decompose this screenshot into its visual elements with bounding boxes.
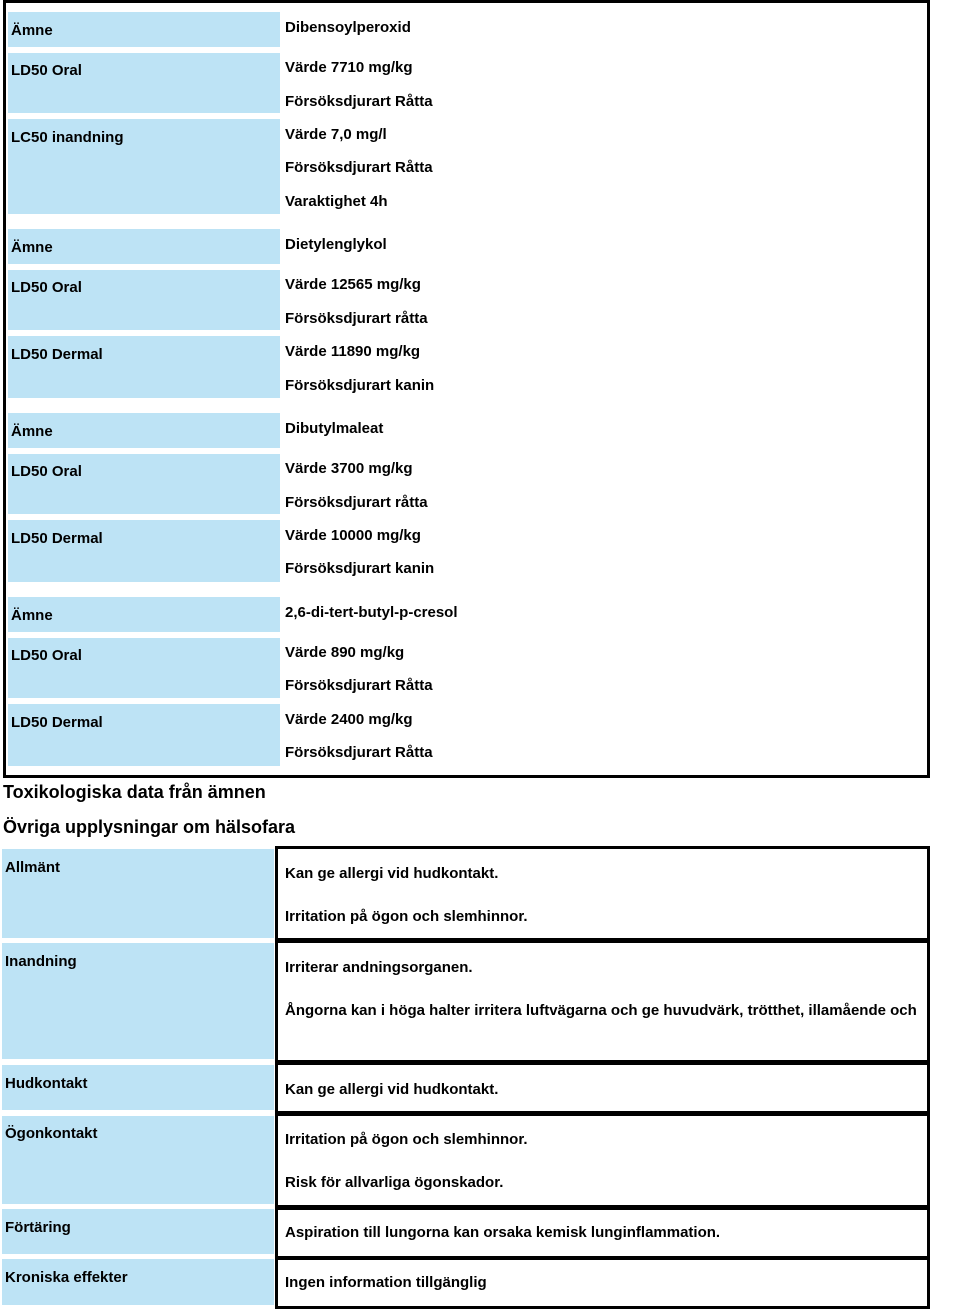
- row-value: Värde 3700 mg/kg: [285, 460, 413, 477]
- health-value-cell: [275, 846, 930, 941]
- health-value: Irritation på ögon och slemhinnor.: [285, 1131, 528, 1148]
- amne-label: Ämne: [11, 22, 53, 39]
- health-label: Ögonkontakt: [5, 1125, 98, 1142]
- health-value: Irritation på ögon och slemhinnor.: [285, 908, 528, 925]
- row-value: Försöksdjurart råtta: [285, 310, 428, 327]
- amne-value: Dibensoylperoxid: [285, 19, 411, 36]
- row-value: Försöksdjurart Råtta: [285, 744, 433, 761]
- health-value: Kan ge allergi vid hudkontakt.: [285, 865, 499, 882]
- amne-label: Ämne: [11, 423, 53, 440]
- row-value: Värde 11890 mg/kg: [285, 343, 421, 360]
- health-value: Ingen information tillgänglig: [285, 1274, 487, 1291]
- row-label: LD50 Oral: [11, 647, 82, 664]
- row-label: LD50 Oral: [11, 62, 82, 79]
- health-label: Allmänt: [5, 859, 61, 876]
- health-label: Kroniska effekter: [5, 1269, 128, 1286]
- row-label: LD50 Dermal: [11, 530, 103, 547]
- health-value: Ångorna kan i höga halter irritera luftvägarna och ge huvudvärk, trötthet, illamående och: [285, 1002, 917, 1019]
- health-value: Irriterar andningsorganen.: [285, 959, 473, 976]
- row-value: Värde 10000 mg/kg: [285, 527, 421, 544]
- row-label: LC50 inandning: [11, 129, 124, 146]
- amne-value: 2,6-di-tert-butyl-p-cresol: [285, 604, 458, 621]
- row-value: Försöksdjurart Råtta: [285, 93, 433, 110]
- amne-label: Ämne: [11, 607, 53, 624]
- health-value: Aspiration till lungorna kan orsaka kemisk lunginflammation.: [285, 1224, 721, 1241]
- health-value-cell: [275, 1113, 930, 1208]
- row-value: Värde 7,0 mg/l: [285, 126, 387, 143]
- section-heading-tox: Toxikologiska data från ämnen: [3, 782, 266, 802]
- row-value: Värde 7710 mg/kg: [285, 59, 413, 76]
- row-value: Värde 12565 mg/kg: [285, 276, 421, 293]
- row-value: Varaktighet 4h: [285, 193, 388, 210]
- health-label: Förtäring: [5, 1219, 71, 1236]
- health-label: Hudkontakt: [5, 1075, 88, 1092]
- row-value: Försöksdjurart kanin: [285, 377, 435, 394]
- row-value: Försöksdjurart Råtta: [285, 677, 433, 694]
- amne-value: Dietylenglykol: [285, 236, 387, 253]
- health-label: Inandning: [5, 953, 77, 970]
- amne-label: Ämne: [11, 239, 53, 256]
- row-label: LD50 Oral: [11, 279, 82, 296]
- row-value: Försöksdjurart kanin: [285, 560, 435, 577]
- health-value: Kan ge allergi vid hudkontakt.: [285, 1081, 499, 1098]
- row-value: Värde 890 mg/kg: [285, 644, 405, 661]
- amne-value: Dibutylmaleat: [285, 420, 384, 437]
- row-value: Försöksdjurart Råtta: [285, 159, 433, 176]
- row-value: Försöksdjurart råtta: [285, 494, 428, 511]
- section-heading-ovriga: Övriga upplysningar om hälsofara: [3, 817, 296, 837]
- row-value: Värde 2400 mg/kg: [285, 711, 413, 728]
- health-value: Risk för allvarliga ögonskador.: [285, 1174, 504, 1191]
- row-label: LD50 Dermal: [11, 346, 103, 363]
- row-label: LD50 Oral: [11, 463, 82, 480]
- row-label: LD50 Dermal: [11, 714, 103, 731]
